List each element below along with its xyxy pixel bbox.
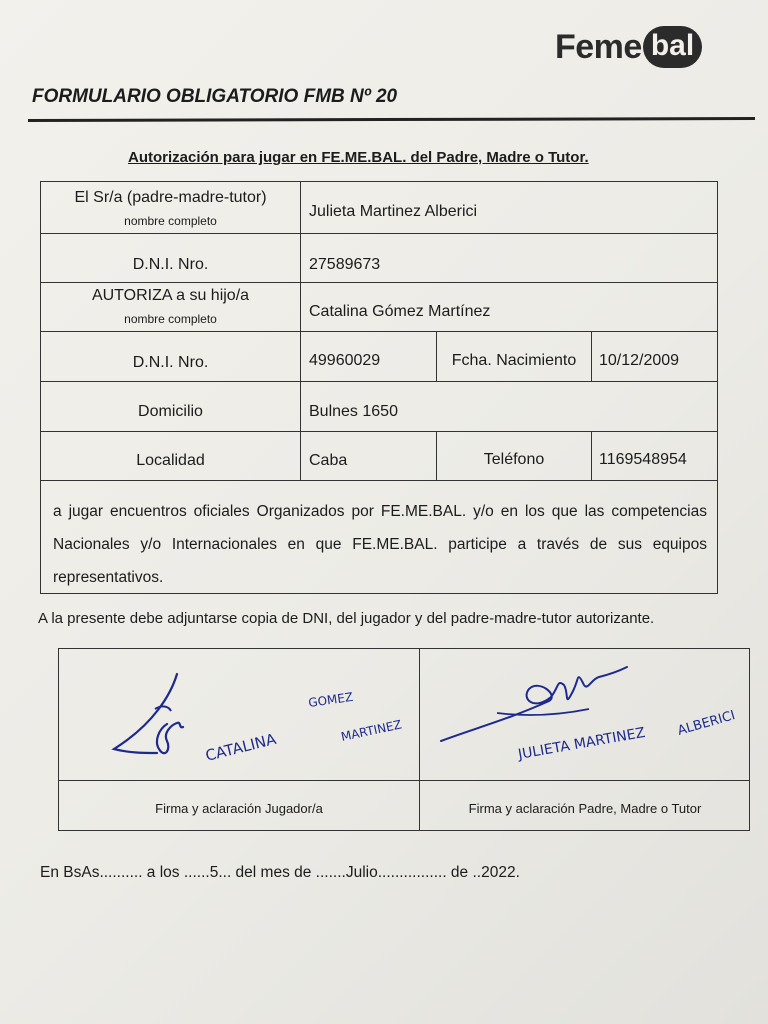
guardian-handwritten-name: JULIETA MARTINEZ [516, 724, 647, 763]
guardian-dni-label: D.N.I. Nro. [132, 256, 209, 273]
table-rule [41, 282, 717, 283]
locality-value: Caba [309, 452, 348, 469]
signature-box [58, 648, 750, 831]
birth-date-value: 10/12/2009 [599, 352, 680, 369]
table-rule [41, 480, 717, 481]
phone-label: Teléfono [483, 451, 545, 468]
authorization-paragraph: a jugar encuentros oficiales Organizados por FE.ME.BAL. y/o en los que las competencias Nacionales y/o Internacionales en que FE.ME.BAL. participe a través de sus equipos representativos. [53, 503, 707, 586]
authorization-subtitle: Autorización para jugar en FE.ME.BAL. del Padre, Madre o Tutor. [128, 149, 589, 166]
title-divider [28, 117, 755, 122]
femebal-logo [555, 22, 702, 72]
date-month: Julio [345, 864, 378, 881]
player-signature-caption: Firma y aclaración Jugador/a [155, 801, 323, 816]
signatures-drawing [59, 649, 751, 780]
date-line [40, 864, 520, 882]
date-prefix: En BsAs.......... a los ...... [40, 864, 210, 881]
guardian-label: El Sr/a (padre-madre-tutor) [74, 189, 267, 206]
locality-label: Localidad [136, 452, 205, 469]
date-mid: ... del mes de ....... [218, 864, 346, 881]
child-name-value: Catalina Gómez Martínez [309, 303, 491, 320]
attachment-note: A la presente debe adjuntarse copia de DNI, del jugador y del padre-madre-tutor autorizante. [38, 610, 655, 627]
player-handwritten-surname: GOMEZ [307, 689, 354, 710]
form-title: FORMULARIO OBLIGATORIO FMB Nº 20 [32, 86, 398, 107]
table-rule [41, 331, 717, 332]
player-signature-scribble [114, 674, 183, 753]
player-handwritten-name: CATALINA [203, 729, 278, 765]
phone-value: 1169548954 [599, 451, 687, 468]
table-rule [41, 431, 717, 432]
guardian-signature-stroke [497, 709, 589, 715]
table-rule [41, 233, 717, 234]
child-dni-value: 49960029 [309, 352, 381, 369]
authorization-table [40, 181, 718, 594]
child-dni-label: D.N.I. Nro. [132, 354, 209, 371]
logo-text: Feme [555, 27, 642, 66]
table-rule [591, 331, 592, 381]
authorizes-label: AUTORIZA a su hijo/a [91, 287, 250, 304]
table-rule [591, 431, 592, 480]
guardian-sublabel: nombre completo [124, 214, 217, 228]
address-label: Domicilio [138, 403, 203, 420]
guardian-dni-value: 27589673 [309, 256, 381, 273]
player-handwritten-surname-2: MARTINEZ [339, 717, 403, 744]
guardian-signature-scribble [441, 667, 627, 741]
date-year: 2022 [481, 864, 516, 881]
guardian-name-value: Julieta Martinez Alberici [309, 203, 478, 220]
table-rule [41, 381, 717, 382]
address-value: Bulnes 1650 [309, 403, 398, 420]
table-rule [300, 182, 301, 480]
guardian-signature-caption: Firma y aclaración Padre, Madre o Tutor [468, 801, 702, 816]
logo-ball-text: bal [643, 26, 702, 68]
signature-rule [59, 780, 749, 781]
child-sublabel: nombre completo [124, 312, 217, 326]
date-day: 5 [209, 864, 219, 881]
guardian-handwritten-surname: ALBERICI [675, 708, 737, 739]
date-mid2: ................ de .. [377, 864, 482, 881]
date-suffix: . [515, 864, 520, 881]
birth-date-label: Fcha. Nacimiento [451, 352, 577, 369]
